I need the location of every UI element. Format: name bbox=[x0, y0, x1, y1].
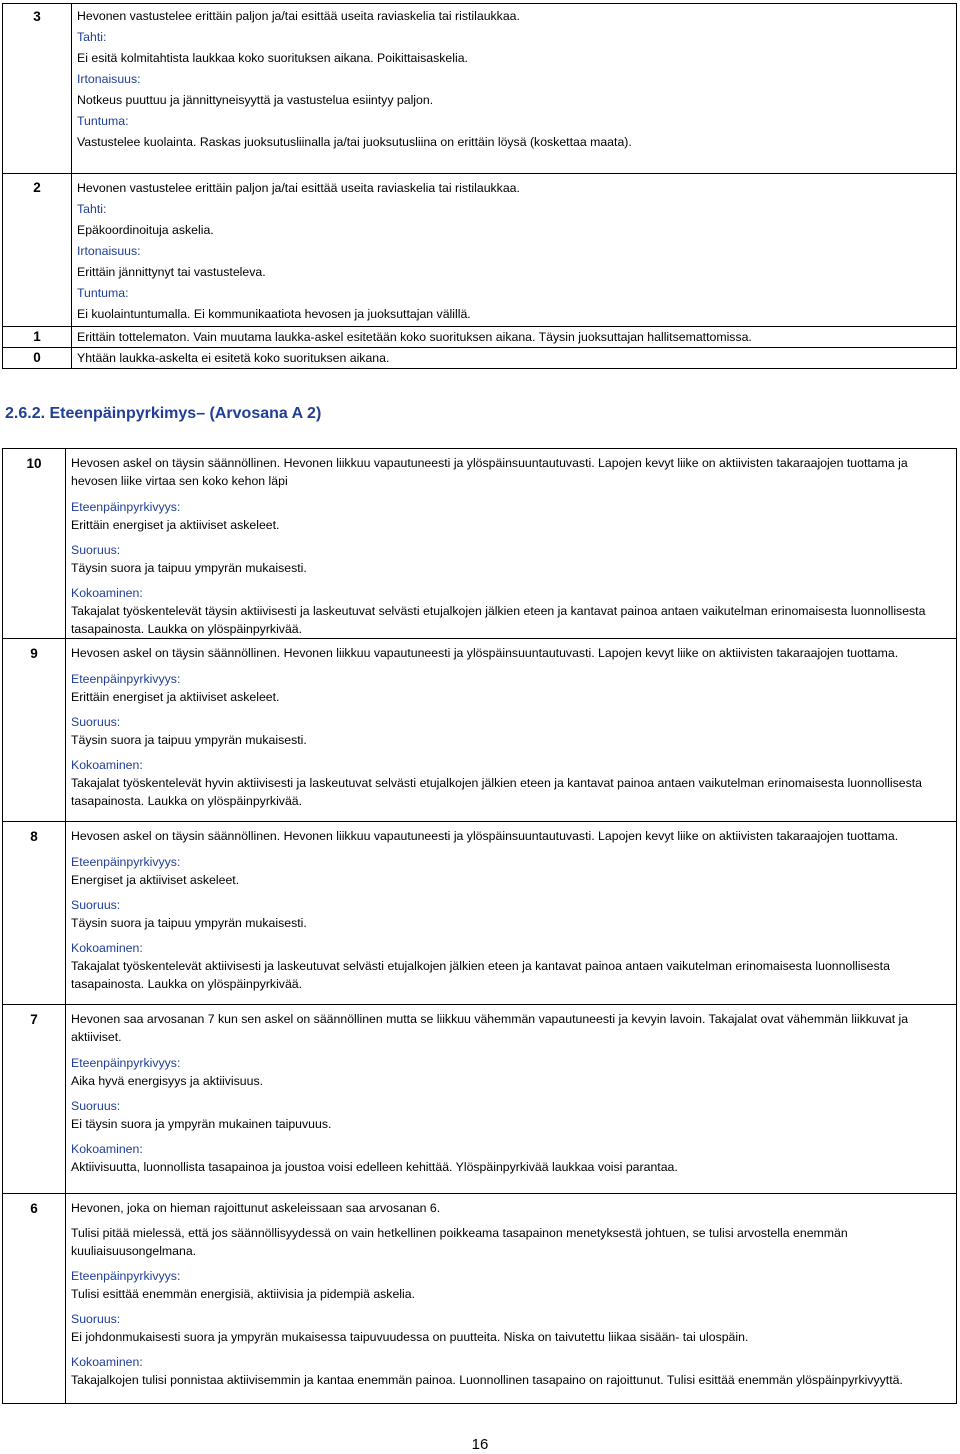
kokoaminen-text: Takajalat työskentelevät täysin aktiivisesti ja laskeutuvat selvästi etujalkojen jälkien eteen ja kantavat painoa antaen vaikutelman erinomaisesta luonnollisesta tasapainosta. Laukka on ylöspäinpyrkivää. bbox=[71, 604, 926, 636]
score-value: 6 bbox=[30, 1201, 38, 1216]
kokoaminen-text: Takajalkojen tulisi ponnistaa aktiivisemmin ja kantaa enemmän painoa. Luonnollinen tasapaino on rajoittunut. Tulisi esittää enemmän ylöspäinpyrkivyyttä. bbox=[71, 1373, 903, 1387]
tahti-text: Epäkoordinoituja askelia. bbox=[77, 223, 214, 237]
section-heading: 2.6.2. Eteenpäinpyrkimys– (Arvosana A 2) bbox=[5, 405, 322, 422]
score-value: 0 bbox=[33, 350, 41, 365]
kokoaminen-label: Kokoaminen: bbox=[71, 941, 143, 955]
suoruus-text: Täysin suora ja taipuu ympyrän mukaisesti. bbox=[71, 733, 307, 747]
eteenpainpyrkivyys-label: Eteenpäinpyrkivyys: bbox=[71, 1269, 181, 1283]
suoruus-text: Täysin suora ja taipuu ympyrän mukaisesti. bbox=[71, 561, 307, 575]
description-cell bbox=[66, 639, 957, 822]
score-cell bbox=[3, 822, 66, 1005]
eteenpainpyrkivyys-label: Eteenpäinpyrkivyys: bbox=[71, 855, 181, 869]
row-text: Erittäin tottelematon. Vain muutama laukka-askel esitetään koko suorituksen aikana. Täysin juoksuttajan hallitsemattomissa. bbox=[77, 330, 752, 344]
irtonaisuus-text: Erittäin jännittynyt tai vastusteleva. bbox=[77, 265, 266, 279]
suoruus-label: Suoruus: bbox=[71, 715, 121, 729]
score-value: 3 bbox=[33, 9, 41, 24]
score-cell bbox=[3, 4, 72, 174]
kokoaminen-text: Takajalat työskentelevät hyvin aktiivisesti ja laskeutuvat selvästi etujalkojen jälkien eteen ja kantavat painoa antaen vaikutelman erinomaisesta luonnollisesta tasapainosta. Laukka on ylöspäinpyrkivää. bbox=[71, 776, 923, 808]
score-value: 10 bbox=[26, 456, 42, 471]
score-cell bbox=[3, 348, 72, 369]
table-row bbox=[3, 4, 957, 174]
tahti-text: Ei esitä kolmitahtista laukkaa koko suorituksen aikana. Poikittaisaskelia. bbox=[77, 51, 468, 65]
row-note-text: Tulisi pitää mielessä, että jos säännöllisyydessä on vain hetkellinen poikkeama tasapainon menetyksestä johtuen, se tulisi arvostella enemmän kuuliaisuusongelmana. bbox=[71, 1226, 848, 1258]
kokoaminen-text: Takajalat työskentelevät aktiivisesti ja laskeutuvat selvästi etujalkojen jälkien eteen ja kantavat painoa antaen vaikutelman erinomaisesta luonnollisesta tasapainosta. Laukka on ylöspäinpyrkivää. bbox=[71, 959, 890, 991]
page-number: 16 bbox=[471, 1436, 489, 1453]
score-cell bbox=[3, 449, 66, 639]
row-intro-text: Hevonen saa arvosanan 7 kun sen askel on säännöllinen mutta se liikkuu vähemmän vapautuneesti ja kevyin lavoin. Takajalat ovat vähemmän liikkuvat ja aktiiviset. bbox=[71, 1012, 909, 1044]
scoring-table-eteenpainpyrkimys bbox=[2, 448, 957, 1404]
score-value: 2 bbox=[33, 180, 41, 195]
tuntuma-text: Vastustelee kuolainta. Raskas juoksutusliinalla ja/tai juoksutusliina on erittäin löysä (koskettaa maata). bbox=[77, 135, 632, 149]
score-cell bbox=[3, 639, 66, 822]
score-value: 7 bbox=[30, 1012, 38, 1027]
score-cell bbox=[3, 327, 72, 348]
tuntuma-text: Ei kuolaintuntumalla. Ei kommunikaatiota hevosen ja juoksuttajan välillä. bbox=[77, 307, 471, 321]
kokoaminen-label: Kokoaminen: bbox=[71, 1355, 143, 1369]
row-intro-text: Hevonen vastustelee erittäin paljon ja/tai esittää useita raviaskelia tai ristilaukkaa. bbox=[77, 181, 520, 195]
eteenpainpyrkivyys-text: Tulisi esittää enemmän energisiä, aktiivisia ja pidempiä askelia. bbox=[71, 1287, 416, 1301]
scoring-table-top bbox=[2, 3, 957, 369]
irtonaisuus-text: Notkeus puuttuu ja jännittyneisyyttä ja vastustelua esiintyy paljon. bbox=[77, 93, 434, 107]
row-text: Yhtään laukka-askelta ei esitetä koko suorituksen aikana. bbox=[77, 351, 390, 365]
suoruus-text: Ei johdonmukaisesti suora ja ympyrän mukaisessa taipuvuudessa on puutteita. Niska on taivutettu liikaa sisään- tai ulospäin. bbox=[71, 1330, 749, 1344]
score-cell bbox=[3, 1005, 66, 1194]
tahti-label: Tahti: bbox=[77, 30, 107, 44]
kokoaminen-label: Kokoaminen: bbox=[71, 758, 143, 772]
table-row bbox=[3, 639, 957, 822]
row-intro-text: Hevosen askel on täysin säännöllinen. Hevonen liikkuu vapautuneesti ja ylöspäinsuuntautuvasti. Lapojen kevyt liike on aktiivisten takaraajojen tuottama. bbox=[71, 646, 899, 660]
row-intro-text: Hevosen askel on täysin säännöllinen. Hevonen liikkuu vapautuneesti ja ylöspäinsuuntautuvasti. Lapojen kevyt liike on aktiivisten takaraajojen tuottama. bbox=[71, 829, 899, 843]
table-row bbox=[3, 1005, 957, 1194]
description-cell bbox=[72, 327, 957, 348]
irtonaisuus-label: Irtonaisuus: bbox=[77, 72, 141, 86]
suoruus-label: Suoruus: bbox=[71, 543, 121, 557]
suoruus-text: Ei täysin suora ja ympyrän mukainen taipuvuus. bbox=[71, 1117, 332, 1131]
eteenpainpyrkivyys-text: Erittäin energiset ja aktiiviset askeleet. bbox=[71, 690, 280, 704]
irtonaisuus-label: Irtonaisuus: bbox=[77, 244, 141, 258]
score-value: 8 bbox=[30, 829, 38, 844]
suoruus-label: Suoruus: bbox=[71, 1099, 121, 1113]
description-cell bbox=[72, 174, 957, 327]
kokoaminen-text: Aktiivisuutta, luonnollista tasapainoa ja joustoa voisi edelleen kehittää. Ylöspäinpyrkivää laukkaa voisi parantaa. bbox=[71, 1160, 678, 1174]
eteenpainpyrkivyys-text: Aika hyvä energisyys ja aktiivisuus. bbox=[71, 1074, 264, 1088]
table-row bbox=[3, 348, 957, 369]
table-row bbox=[3, 1194, 957, 1404]
table-row bbox=[3, 822, 957, 1005]
tahti-label: Tahti: bbox=[77, 202, 107, 216]
suoruus-label: Suoruus: bbox=[71, 898, 121, 912]
row-intro-text: Hevosen askel on täysin säännöllinen. Hevonen liikkuu vapautuneesti ja ylöspäinsuuntautuvasti. Lapojen kevyt liike on aktiivisten takaraajojen tuottama ja hevosen liike virtaa sen koko kehon läpi bbox=[71, 456, 908, 488]
description-cell bbox=[72, 4, 957, 174]
kokoaminen-label: Kokoaminen: bbox=[71, 1142, 143, 1156]
kokoaminen-label: Kokoaminen: bbox=[71, 586, 143, 600]
score-value: 1 bbox=[33, 329, 41, 344]
description-cell bbox=[66, 822, 957, 1005]
description-cell bbox=[66, 449, 957, 639]
eteenpainpyrkivyys-label: Eteenpäinpyrkivyys: bbox=[71, 500, 181, 514]
tuntuma-label: Tuntuma: bbox=[77, 286, 129, 300]
suoruus-label: Suoruus: bbox=[71, 1312, 121, 1326]
eteenpainpyrkivyys-label: Eteenpäinpyrkivyys: bbox=[71, 672, 181, 686]
eteenpainpyrkivyys-text: Erittäin energiset ja aktiiviset askeleet. bbox=[71, 518, 280, 532]
row-intro-text: Hevonen, joka on hieman rajoittunut askeleissaan saa arvosanan 6. bbox=[71, 1201, 441, 1215]
table-row bbox=[3, 174, 957, 327]
description-cell bbox=[66, 1005, 957, 1194]
description-cell bbox=[66, 1194, 957, 1404]
score-cell bbox=[3, 1194, 66, 1404]
row-intro-text: Hevonen vastustelee erittäin paljon ja/tai esittää useita raviaskelia tai ristilaukkaa. bbox=[77, 9, 520, 23]
eteenpainpyrkivyys-label: Eteenpäinpyrkivyys: bbox=[71, 1056, 181, 1070]
score-cell bbox=[3, 174, 72, 327]
description-cell bbox=[72, 348, 957, 369]
table-row bbox=[3, 449, 957, 639]
suoruus-text: Täysin suora ja taipuu ympyrän mukaisesti. bbox=[71, 916, 307, 930]
score-value: 9 bbox=[30, 646, 38, 661]
tuntuma-label: Tuntuma: bbox=[77, 114, 129, 128]
table-row bbox=[3, 327, 957, 348]
eteenpainpyrkivyys-text: Energiset ja aktiiviset askeleet. bbox=[71, 873, 240, 887]
